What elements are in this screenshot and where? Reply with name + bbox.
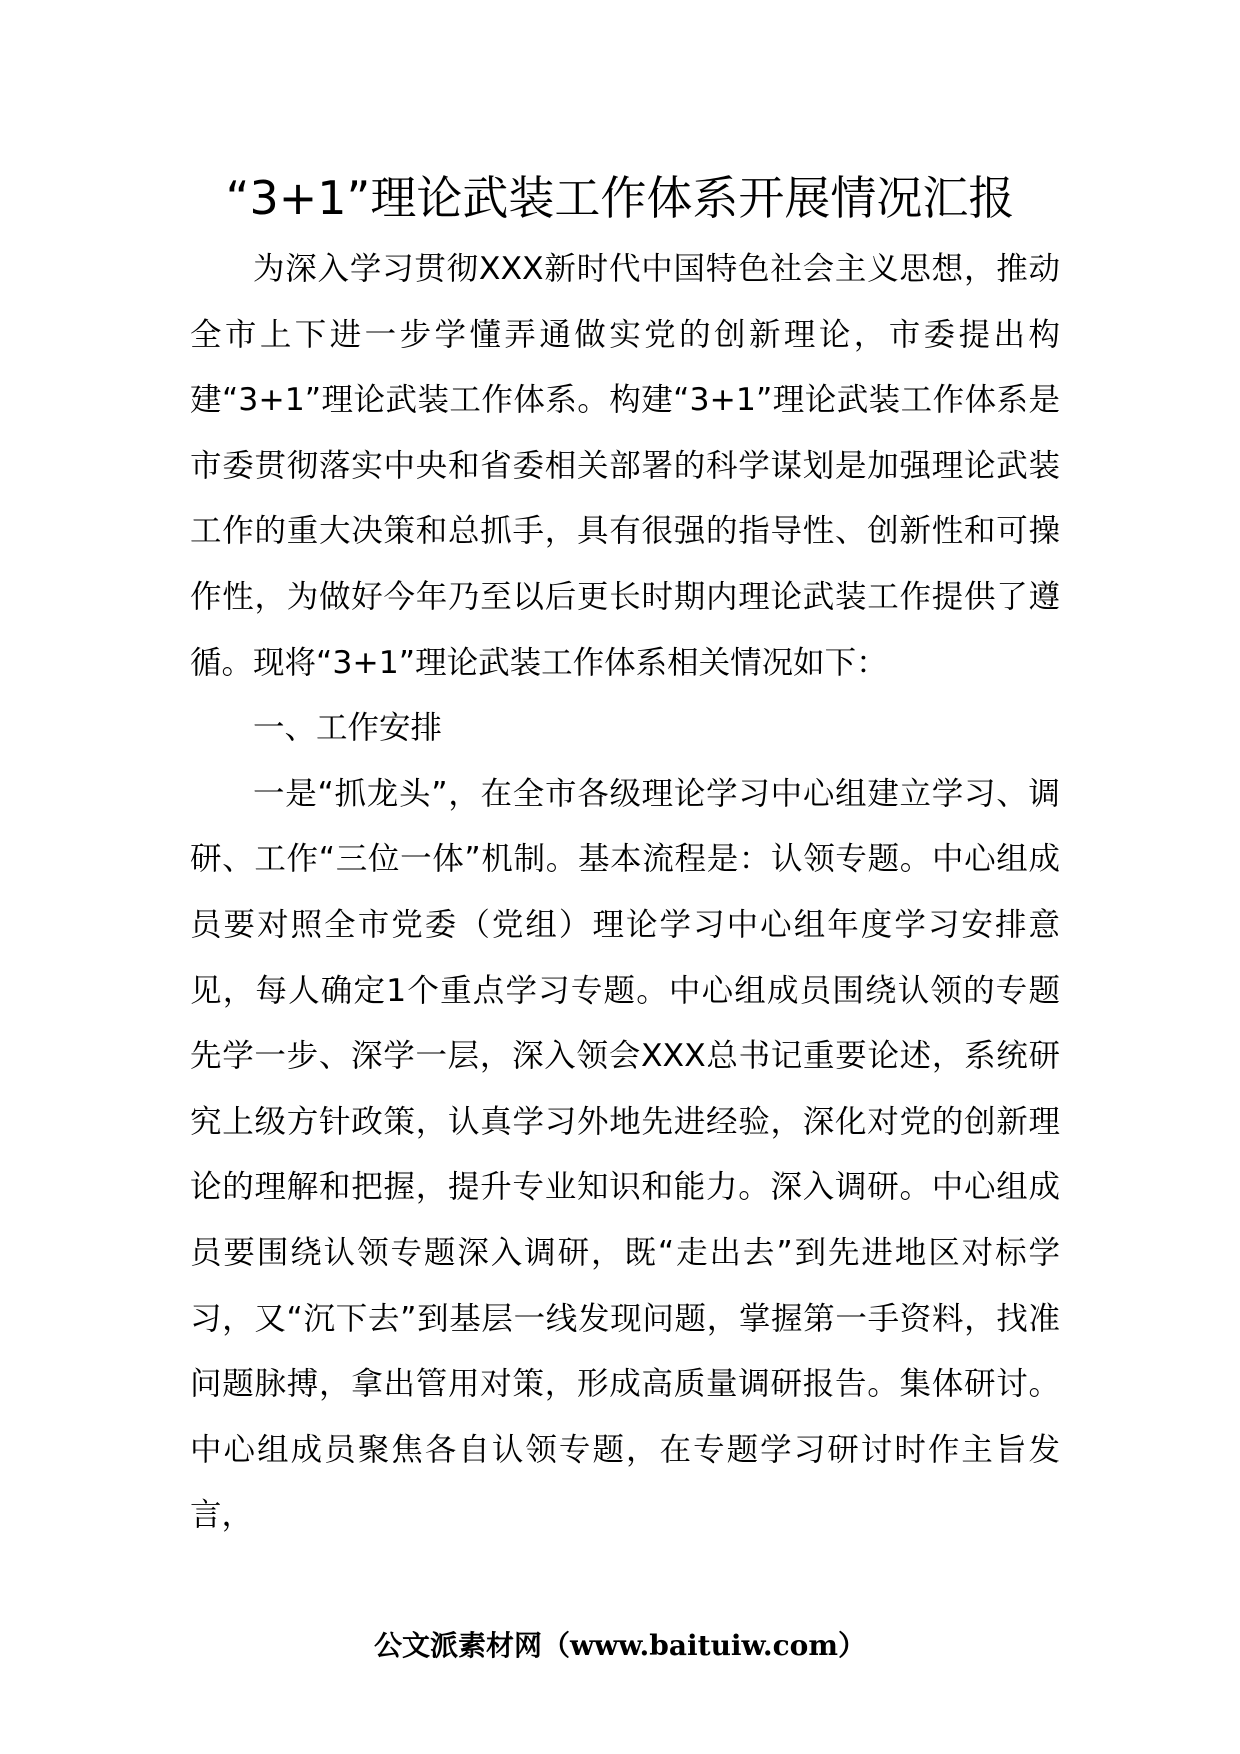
footer-watermark: 公文派素材网（www.baituiw.com） (374, 1629, 866, 1662)
body-paragraph: 一是“抓龙头”，在全市各级理论学习中心组建立学习、调研、工作“三位一体”机制。基本流程是：认领专题。中心组成员要对照全市党委（党组）理论学习中心组年度学习安排意见，每人确定1个重点学习专题。中心组成员围绕认领的专题先学一步、深学一层，深入领会XXX总书记重要论述，系统研究上级方针政策，认真学习外地先进经验，深化对党的创新理论的理解和把握，提升专业知识和能力。深入调研。中心组成员要围绕认领专题深入调研，既“走出去”到先进地区对标学习，又“沉下去”到基层一线发现问题，掌握第一手资料，找准问题脉搏，拿出管用对策，形成高质量调研报告。集体研讨。中心组成员聚焦各自认领专题，在专题学习研讨时作主旨发言， (190, 775, 1060, 1534)
document-title: “3+1”理论武装工作体系开展情况汇报 (225, 171, 1015, 225)
section-heading: 一、工作安排 (253, 710, 443, 747)
intro-paragraph: 为深入学习贯彻XXX新时代中国特色社会主义思想，推动全市上下进一步学懂弄通做实党的创新理论，市委提出构建“3+1”理论武装工作体系。构建“3+1”理论武装工作体系是市委贯彻落实中央和省委相关部署的科学谋划是加强理论武装工作的重大决策和总抓手，具有很强的指导性、创新性和可操作性，为做好今年乃至以后更长时期内理论武装工作提供了遵循。现将“3+1”理论武装工作体系相关情况如下： (190, 251, 1060, 681)
document-body (190, 237, 1060, 1549)
